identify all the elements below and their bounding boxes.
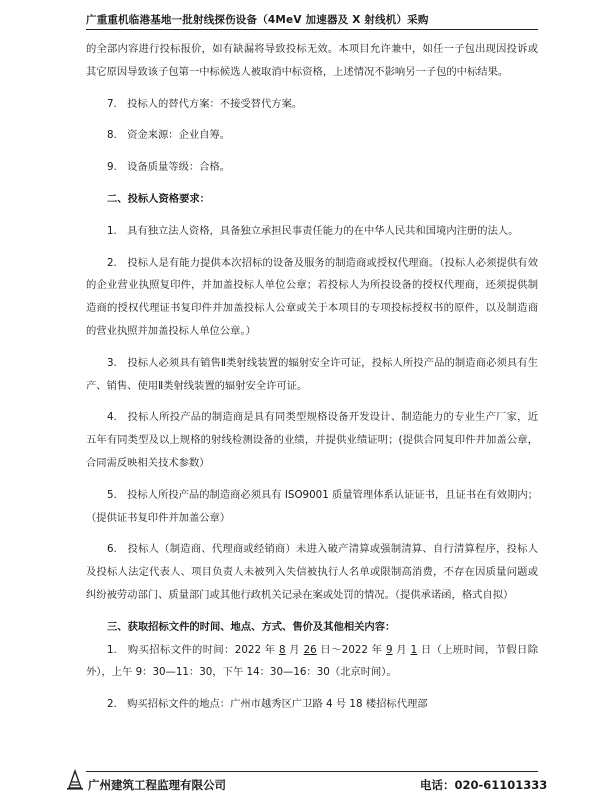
item-9-quality-grade: 9. 设备质量等级：合格。: [107, 161, 231, 174]
end-month-suffix: 月: [392, 643, 411, 656]
requirement-3: 3. 投标人必须具有销售Ⅱ类射线装置的辐射安全许可证，投标人所投产品的制造商必须具有生产、销售、使用Ⅱ类射线装置的辐射安全许可证。: [86, 356, 538, 392]
footer-company-name: 广州建筑工程监理有限公司: [88, 778, 226, 792]
start-month: 8: [279, 643, 286, 656]
section-2-heading: 二、投标人资格要求：: [107, 192, 210, 205]
requirement-2: 2. 投标人是有能力提供本次招标的设备及服务的制造商或授权代理商。（投标人必须提供有效的企业营业执照复印件，并加盖投标人单位公章；若投标人为所投设备的授权代理商，还须提供制造商的授权代理证书复印件并加盖投标人公章或关于本项目的专项投标授权书的原件，以及制造商的营业执照并加盖投标人单位公章。）: [86, 256, 538, 337]
item-8-funding-source: 8. 资金来源：企业自筹。: [107, 129, 231, 142]
page-header-title: 广重重机临港基地一批射线探伤设备（4MeV 加速器及 X 射线机）采购: [86, 14, 429, 26]
start-month-suffix: 月: [285, 643, 304, 656]
header-divider: [86, 29, 538, 30]
company-logo-icon: [66, 768, 84, 790]
purchase-time-prefix: 1. 购买招标文件的时间：2022 年: [107, 643, 280, 656]
requirement-5: 5. 投标人所投产品的制造商必须具有 ISO9001 质量管理体系认证证书，且证书在有效期内；（提供证书复印件并加盖公章）: [86, 488, 538, 524]
purchase-time-middle: 日～2022 年: [316, 643, 387, 656]
intro-paragraph: 的全部内容进行投标报价，如有缺漏将导致投标无效。本项目允许兼中，如任一子包出现因投诉或其它原因导致该子包第一中标候选人被取消中标资格，上述情况不影响另一子包的中标结果。: [86, 43, 538, 78]
requirement-1: 1. 具有独立法人资格，具备独立承担民事责任能力的在中华人民共和国境内注册的法人。: [107, 224, 519, 237]
end-day: 1: [410, 643, 418, 656]
purchase-time-suffix: 日（上班时间，节假日除外），上午 9：30—11：30，下午 14：30—16：30（北京时间）。: [86, 643, 539, 679]
item-7-alternative-plan: 7. 投标人的替代方案：不接受替代方案。: [107, 97, 303, 110]
purchase-location: 2. 购买招标文件的地点：广州市越秀区广卫路 4 号 18 楼招标代理部: [107, 698, 428, 711]
requirement-4: 4. 投标人所投产品的制造商是具有同类型规格设备开发设计、制造能力的专业生产厂家，近五年有同类型及以上规格的射线检测设备的业绩，并提供业绩证明；(提供合同复印件并加盖公章，合同需反映相关技术参数）: [86, 411, 538, 469]
footer-phone: 电话：020-61101333: [420, 778, 548, 792]
footer-divider: [86, 771, 538, 772]
requirement-6: 6. 投标人（制造商、代理商或经销商）未进入破产清算或强制清算、自行清算程序，投标人及投标人法定代表人、项目负责人未被列入失信被执行人名单或限制高消费，不存在因质量问题或纠纷被劳动部门、质量部门或其他行政机关记录在案或处罚的情况。（提供承诺函，格式自拟）: [86, 543, 538, 601]
section-3-heading: 三、获取招标文件的时间、地点、方式、售价及其他相关内容：: [107, 620, 396, 633]
document-body: [86, 38, 538, 716]
start-day: 26: [303, 643, 317, 656]
purchase-time: [86, 639, 538, 685]
end-month: 9: [386, 643, 393, 656]
